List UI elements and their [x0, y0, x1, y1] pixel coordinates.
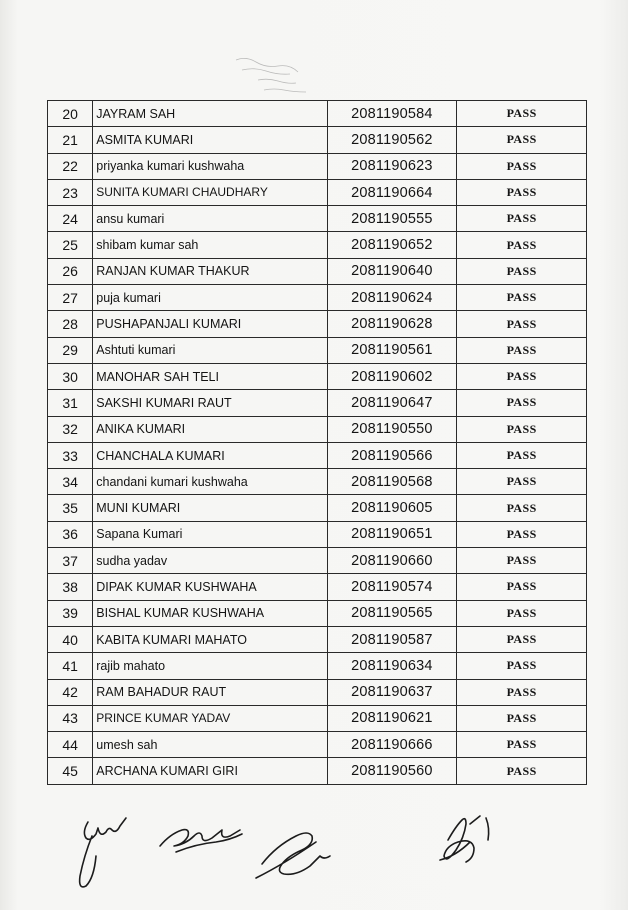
roll-number-cell: 2081190602 — [327, 363, 457, 389]
results-table-body — [48, 101, 587, 785]
serial-number-cell: 35 — [48, 495, 93, 521]
result-cell: PASS — [457, 705, 587, 731]
result-cell: PASS — [457, 363, 587, 389]
table-row — [48, 679, 587, 705]
roll-number-cell: 2081190562 — [327, 127, 457, 153]
result-cell: PASS — [457, 469, 587, 495]
roll-number-cell: 2081190634 — [327, 653, 457, 679]
result-cell: PASS — [457, 548, 587, 574]
roll-number-cell: 2081190652 — [327, 232, 457, 258]
roll-number-cell: 2081190664 — [327, 179, 457, 205]
serial-number-cell: 31 — [48, 390, 93, 416]
roll-number-cell: 2081190574 — [327, 574, 457, 600]
serial-number-cell: 27 — [48, 285, 93, 311]
serial-number-cell: 25 — [48, 232, 93, 258]
table-row — [48, 442, 587, 468]
roll-number-cell: 2081190550 — [327, 416, 457, 442]
student-name-cell: ASMITA KUMARI — [93, 127, 327, 153]
serial-number-cell: 22 — [48, 153, 93, 179]
serial-number-cell: 41 — [48, 653, 93, 679]
signature-1 — [80, 818, 126, 887]
student-name-cell: Ashtuti kumari — [93, 337, 327, 363]
serial-number-cell: 40 — [48, 626, 93, 652]
result-cell: PASS — [457, 285, 587, 311]
serial-number-cell: 43 — [48, 705, 93, 731]
table-row — [48, 179, 587, 205]
result-cell: PASS — [457, 574, 587, 600]
table-row — [48, 705, 587, 731]
table-row — [48, 101, 587, 127]
roll-number-cell: 2081190637 — [327, 679, 457, 705]
serial-number-cell: 34 — [48, 469, 93, 495]
roll-number-cell: 2081190587 — [327, 626, 457, 652]
table-row — [48, 469, 587, 495]
student-name-cell: sudha yadav — [93, 548, 327, 574]
result-cell: PASS — [457, 679, 587, 705]
serial-number-cell: 29 — [48, 337, 93, 363]
serial-number-cell: 20 — [48, 101, 93, 127]
student-name-cell: PRINCE KUMAR YADAV — [93, 705, 327, 731]
student-name-cell: RANJAN KUMAR THAKUR — [93, 258, 327, 284]
results-table — [47, 100, 587, 785]
result-cell: PASS — [457, 258, 587, 284]
student-name-cell: JAYRAM SAH — [93, 101, 327, 127]
roll-number-cell: 2081190647 — [327, 390, 457, 416]
student-name-cell: PUSHAPANJALI KUMARI — [93, 311, 327, 337]
serial-number-cell: 45 — [48, 758, 93, 784]
student-name-cell: umesh sah — [93, 732, 327, 758]
signature-3 — [256, 833, 330, 878]
serial-number-cell: 38 — [48, 574, 93, 600]
student-name-cell: ANIKA KUMARI — [93, 416, 327, 442]
result-cell: PASS — [457, 206, 587, 232]
student-name-cell: puja kumari — [93, 285, 327, 311]
serial-number-cell: 44 — [48, 732, 93, 758]
serial-number-cell: 28 — [48, 311, 93, 337]
roll-number-cell: 2081190555 — [327, 206, 457, 232]
table-row — [48, 363, 587, 389]
serial-number-cell: 24 — [48, 206, 93, 232]
serial-number-cell: 30 — [48, 363, 93, 389]
table-row — [48, 206, 587, 232]
roll-number-cell: 2081190640 — [327, 258, 457, 284]
student-name-cell: shibam kumar sah — [93, 232, 327, 258]
roll-number-cell: 2081190660 — [327, 548, 457, 574]
result-cell: PASS — [457, 153, 587, 179]
roll-number-cell: 2081190560 — [327, 758, 457, 784]
student-name-cell: priyanka kumari kushwaha — [93, 153, 327, 179]
table-row — [48, 311, 587, 337]
table-row — [48, 390, 587, 416]
result-cell: PASS — [457, 758, 587, 784]
result-cell: PASS — [457, 127, 587, 153]
serial-number-cell: 37 — [48, 548, 93, 574]
result-cell: PASS — [457, 600, 587, 626]
roll-number-cell: 2081190621 — [327, 705, 457, 731]
result-cell: PASS — [457, 416, 587, 442]
student-name-cell: Sapana Kumari — [93, 521, 327, 547]
student-name-cell: rajib mahato — [93, 653, 327, 679]
table-row — [48, 232, 587, 258]
student-name-cell: chandani kumari kushwaha — [93, 469, 327, 495]
result-cell: PASS — [457, 521, 587, 547]
serial-number-cell: 32 — [48, 416, 93, 442]
roll-number-cell: 2081190666 — [327, 732, 457, 758]
result-cell: PASS — [457, 442, 587, 468]
student-name-cell: MUNI KUMARI — [93, 495, 327, 521]
roll-number-cell: 2081190566 — [327, 442, 457, 468]
table-row — [48, 600, 587, 626]
result-cell: PASS — [457, 179, 587, 205]
serial-number-cell: 33 — [48, 442, 93, 468]
student-name-cell: MANOHAR SAH TELI — [93, 363, 327, 389]
table-row — [48, 337, 587, 363]
signature-2 — [160, 830, 242, 852]
student-name-cell: ARCHANA KUMARI GIRI — [93, 758, 327, 784]
roll-number-cell: 2081190623 — [327, 153, 457, 179]
result-cell: PASS — [457, 311, 587, 337]
result-cell: PASS — [457, 337, 587, 363]
table-row — [48, 548, 587, 574]
table-row — [48, 153, 587, 179]
table-row — [48, 574, 587, 600]
faded-stamp — [228, 54, 318, 100]
result-cell: PASS — [457, 626, 587, 652]
roll-number-cell: 2081190605 — [327, 495, 457, 521]
roll-number-cell: 2081190561 — [327, 337, 457, 363]
serial-number-cell: 23 — [48, 179, 93, 205]
result-cell: PASS — [457, 732, 587, 758]
result-cell: PASS — [457, 653, 587, 679]
table-row — [48, 626, 587, 652]
table-row — [48, 285, 587, 311]
table-row — [48, 416, 587, 442]
table-row — [48, 653, 587, 679]
table-row — [48, 758, 587, 784]
signatures-area — [0, 800, 628, 910]
table-row — [48, 258, 587, 284]
student-name-cell: SUNITA KUMARI CHAUDHARY — [93, 179, 327, 205]
table-row — [48, 495, 587, 521]
table-row — [48, 521, 587, 547]
roll-number-cell: 2081190651 — [327, 521, 457, 547]
signature-4 — [440, 816, 489, 862]
serial-number-cell: 36 — [48, 521, 93, 547]
roll-number-cell: 2081190568 — [327, 469, 457, 495]
student-name-cell: ansu kumari — [93, 206, 327, 232]
result-cell: PASS — [457, 495, 587, 521]
roll-number-cell: 2081190624 — [327, 285, 457, 311]
serial-number-cell: 39 — [48, 600, 93, 626]
student-name-cell: RAM BAHADUR RAUT — [93, 679, 327, 705]
serial-number-cell: 42 — [48, 679, 93, 705]
serial-number-cell: 21 — [48, 127, 93, 153]
serial-number-cell: 26 — [48, 258, 93, 284]
student-name-cell: SAKSHI KUMARI RAUT — [93, 390, 327, 416]
roll-number-cell: 2081190584 — [327, 101, 457, 127]
result-cell: PASS — [457, 101, 587, 127]
table-row — [48, 732, 587, 758]
roll-number-cell: 2081190565 — [327, 600, 457, 626]
student-name-cell: KABITA KUMARI MAHATO — [93, 626, 327, 652]
result-cell: PASS — [457, 390, 587, 416]
roll-number-cell: 2081190628 — [327, 311, 457, 337]
table-row — [48, 127, 587, 153]
student-name-cell: CHANCHALA KUMARI — [93, 442, 327, 468]
result-cell: PASS — [457, 232, 587, 258]
student-name-cell: BISHAL KUMAR KUSHWAHA — [93, 600, 327, 626]
student-name-cell: DIPAK KUMAR KUSHWAHA — [93, 574, 327, 600]
